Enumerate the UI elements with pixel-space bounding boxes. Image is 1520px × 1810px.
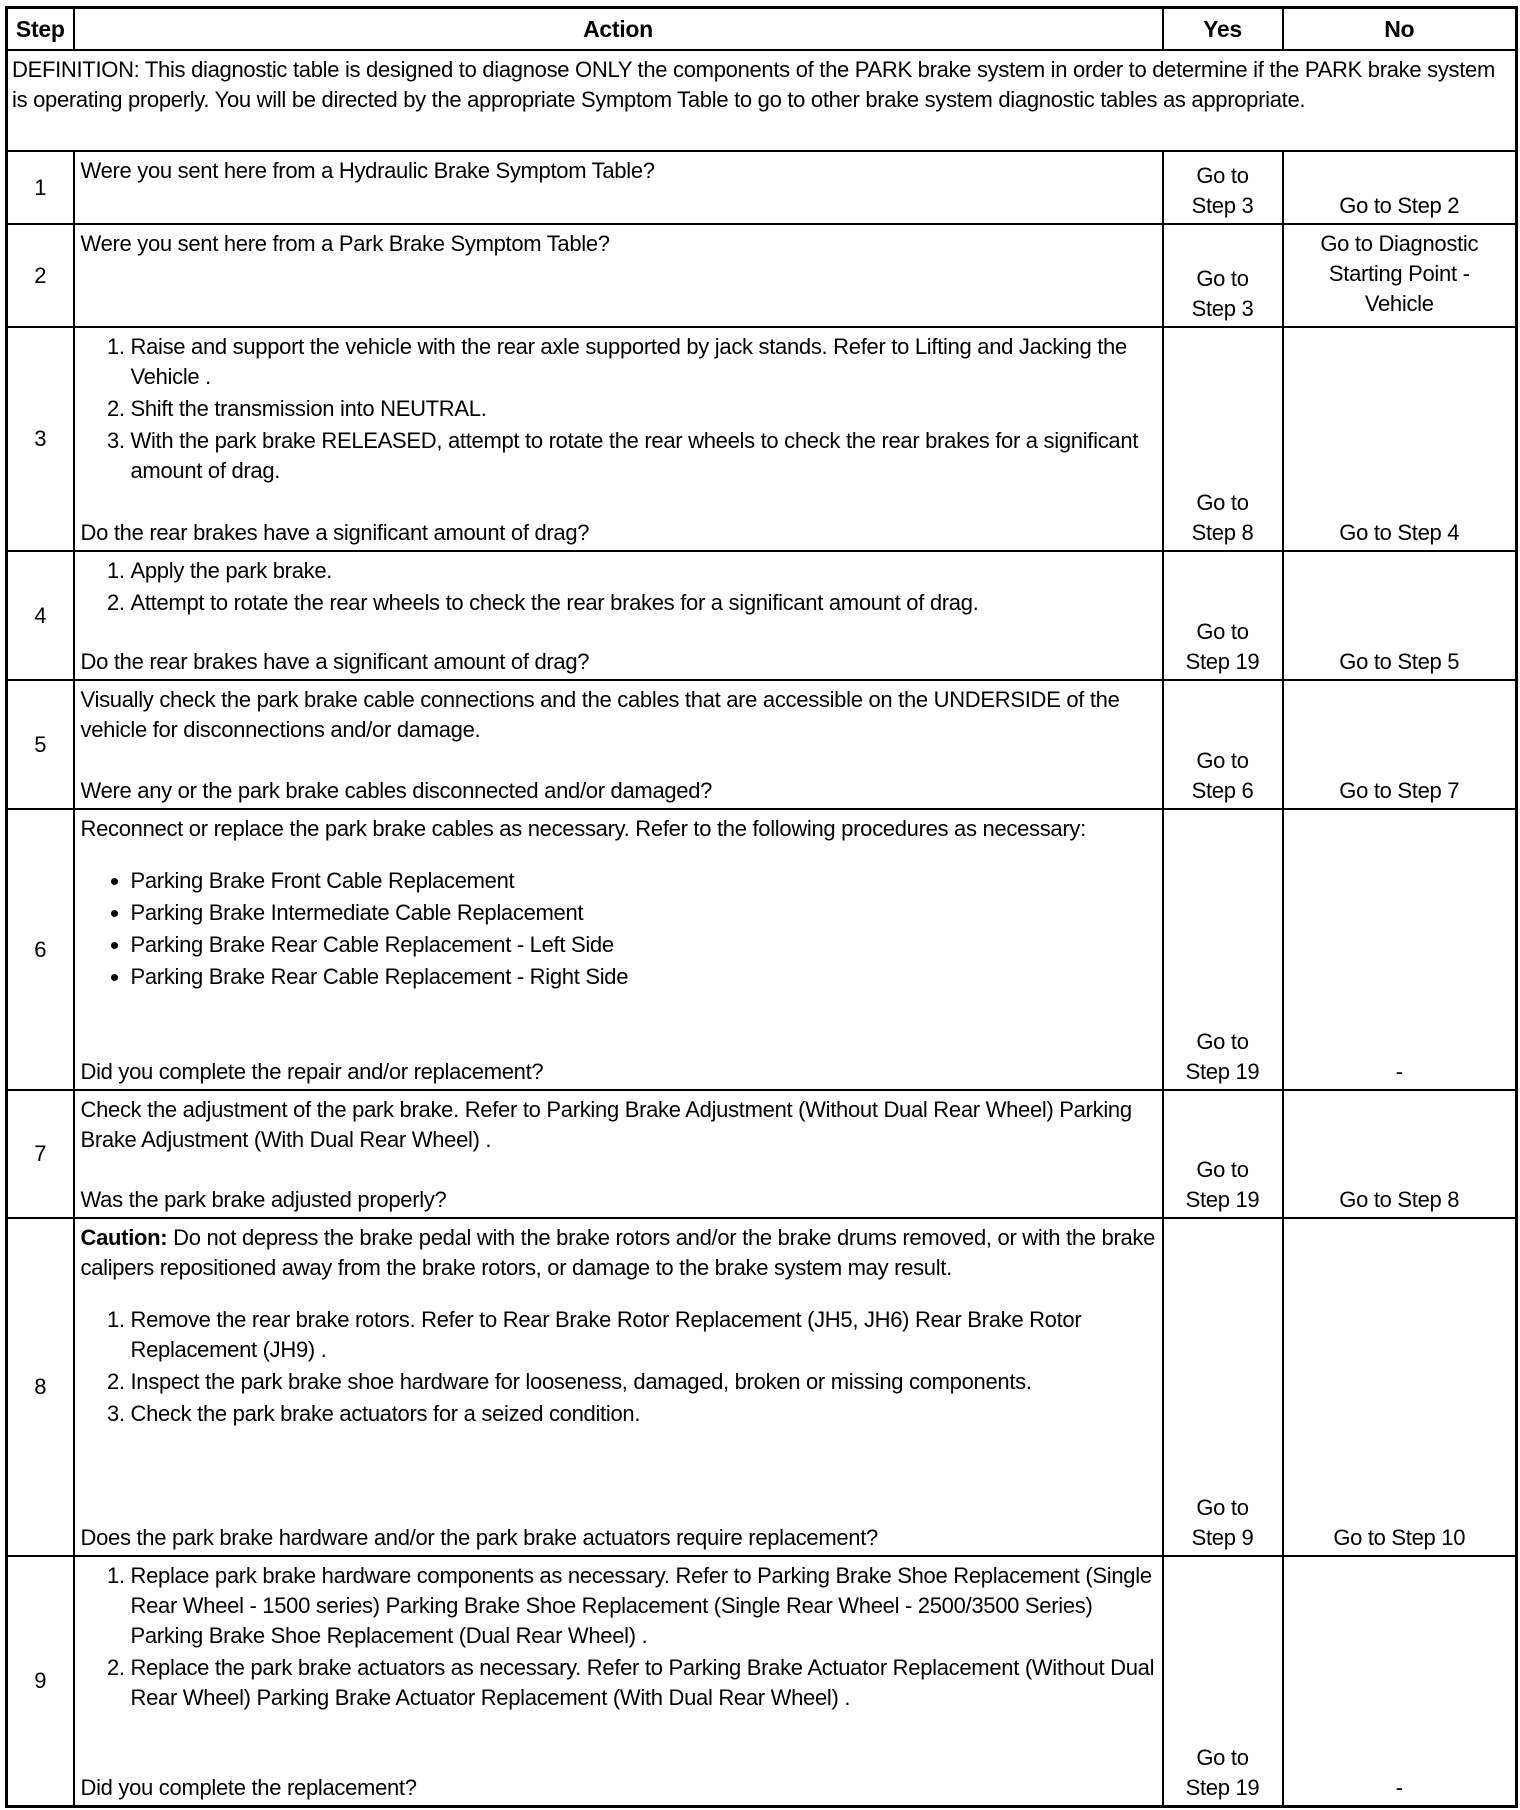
step-number: 5	[7, 680, 74, 809]
no-result: -	[1283, 809, 1517, 1090]
caution-text: Do not depress the brake pedal with the brake rotors and/or the brake drums removed, or with the brake calipers repositioned away from the brake rotors, or damage to the brake system may result.	[80, 1225, 1156, 1280]
action-cell	[74, 680, 1163, 809]
action-question: Were you sent here from a Hydraulic Brake Symptom Table?	[80, 158, 655, 183]
step-number: 6	[7, 809, 74, 1090]
spacer	[81, 844, 1156, 866]
spacer	[81, 1431, 1156, 1453]
action-question: Were any or the park brake cables disconnected and/or damaged?	[80, 778, 713, 803]
caution-note	[81, 1223, 1156, 1283]
action-cell	[74, 1090, 1163, 1218]
action-cell	[74, 809, 1163, 1090]
action-intro: Reconnect or replace the park brake cables as necessary. Refer to the following procedures as necessary:	[80, 816, 1086, 841]
step-list-item: 2. Shift the transmission into NEUTRAL.	[131, 394, 1156, 424]
step-number: 7	[7, 1090, 74, 1218]
action-cell	[74, 1218, 1163, 1556]
header-step: Step	[7, 8, 74, 51]
yes-result: Go to Step 19	[1163, 551, 1283, 680]
spacer	[81, 745, 1156, 767]
action-cell	[74, 1556, 1163, 1806]
step-number: 9	[7, 1556, 74, 1806]
procedure-item: • Parking Brake Front Cable Replacement	[131, 866, 1156, 896]
procedure-item: • Parking Brake Rear Cable Replacement - Left Side	[131, 930, 1156, 960]
definition-row	[7, 50, 1517, 151]
step-list	[81, 1305, 1156, 1429]
definition-text: DEFINITION: This diagnostic table is designed to diagnose ONLY the components of the PARK brake system in order to determine if the PARK brake system is operating properly. You will be directed by the appropriate Symptom Table to go to other brake system diagnostic tables as appropriate.	[7, 50, 1517, 151]
action-question: Was the park brake adjusted properly?	[80, 1187, 447, 1212]
step-list-item: 2. Replace the park brake actuators as necessary. Refer to Parking Brake Actuator Replacement (Without Dual Rear Wheel) Parking Brake Actuator Replacement (With Dual Rear Wheel) .	[131, 1653, 1156, 1713]
diagnostic-table	[5, 6, 1518, 1808]
action-question: Do the rear brakes have a significant amount of drag?	[80, 649, 590, 674]
action-intro: Visually check the park brake cable connections and the cables that are accessible on the UNDERSIDE of the vehicle for disconnections and/or damage.	[80, 687, 1120, 742]
no-result: Go to Step 2	[1283, 151, 1517, 224]
no-result: Go to Step 10	[1283, 1218, 1517, 1556]
yes-result: Go to Step 8	[1163, 327, 1283, 551]
action-cell	[74, 327, 1163, 551]
spacer	[81, 488, 1156, 510]
table-row	[7, 224, 1517, 327]
yes-result: Go to Step 9	[1163, 1218, 1283, 1556]
step-list-item: 3. With the park brake RELEASED, attempt to rotate the rear wheels to check the rear brakes for a significant amount of drag.	[131, 426, 1156, 486]
action-question: Did you complete the repair and/or replacement?	[80, 1059, 544, 1084]
step-list-item: 1. Apply the park brake.	[131, 556, 1156, 586]
step-number: 8	[7, 1218, 74, 1556]
yes-result: Go to Step 6	[1163, 680, 1283, 809]
spacer	[81, 1715, 1156, 1737]
step-list-item: 3. Check the park brake actuators for a seized condition.	[131, 1399, 1156, 1429]
no-result: Go to Step 5	[1283, 551, 1517, 680]
action-intro: Check the adjustment of the park brake. Refer to Parking Brake Adjustment (Without Dual Rear Wheel) Parking Brake Adjustment (With Dual Rear Wheel) .	[80, 1097, 1132, 1152]
spacer	[81, 994, 1156, 1016]
no-result: Go to Diagnostic Starting Point - Vehicle	[1283, 224, 1517, 327]
step-list	[81, 1561, 1156, 1713]
action-question: Did you complete the replacement?	[80, 1774, 417, 1800]
table-row	[7, 1218, 1517, 1556]
spacer	[81, 1283, 1156, 1305]
step-list-item: 1. Raise and support the vehicle with the rear axle supported by jack stands. Refer to Lifting and Jacking the Vehicle .	[131, 332, 1156, 392]
header-action: Action	[74, 8, 1163, 51]
procedure-list	[81, 866, 1156, 992]
spacer	[81, 620, 1156, 642]
step-list	[81, 332, 1156, 486]
yes-result: Go to Step 3	[1163, 151, 1283, 224]
no-result: Go to Step 4	[1283, 327, 1517, 551]
action-question: Were you sent here from a Park Brake Symptom Table?	[80, 231, 610, 256]
step-list-item: 1. Replace park brake hardware components as necessary. Refer to Parking Brake Shoe Replacement (Single Rear Wheel - 1500 series) Parking Brake Shoe Replacement (Single Rear Wheel - 2500/3500 Series) Parking Brake Shoe Replacement (Dual Rear Wheel) .	[131, 1561, 1156, 1651]
action-cell	[74, 224, 1163, 327]
table-row	[7, 151, 1517, 224]
step-number: 2	[7, 224, 74, 327]
table-row	[7, 809, 1517, 1090]
no-result: Go to Step 7	[1283, 680, 1517, 809]
header-no: No	[1283, 8, 1517, 51]
yes-result: Go to Step 19	[1163, 809, 1283, 1090]
spacer	[81, 1155, 1156, 1177]
table-row	[7, 1556, 1517, 1806]
step-number: 3	[7, 327, 74, 551]
header-row	[7, 8, 1517, 51]
step-list	[81, 556, 1156, 618]
action-question: Does the park brake hardware and/or the park brake actuators require replacement?	[80, 1525, 878, 1550]
step-list-item: 2. Inspect the park brake shoe hardware for looseness, damaged, broken or missing components.	[131, 1367, 1156, 1397]
action-cell	[74, 151, 1163, 224]
procedure-item: • Parking Brake Rear Cable Replacement - Right Side	[131, 962, 1156, 992]
caution-label: Caution:	[80, 1225, 168, 1250]
table-row	[7, 680, 1517, 809]
table-row	[7, 327, 1517, 551]
table-row	[7, 551, 1517, 680]
step-number: 4	[7, 551, 74, 680]
no-result: Go to Step 8	[1283, 1090, 1517, 1218]
procedure-item: • Parking Brake Intermediate Cable Replacement	[131, 898, 1156, 928]
yes-result: Go to Step 3	[1163, 224, 1283, 327]
step-list-item: 1. Remove the rear brake rotors. Refer to Rear Brake Rotor Replacement (JH5, JH6) Rear Brake Rotor Replacement (JH9) .	[131, 1305, 1156, 1365]
action-question: Do the rear brakes have a significant amount of drag?	[80, 520, 590, 545]
yes-result: Go to Step 19	[1163, 1090, 1283, 1218]
header-yes: Yes	[1163, 8, 1283, 51]
step-list-item: 2. Attempt to rotate the rear wheels to check the rear brakes for a significant amount of drag.	[131, 588, 1156, 618]
step-number: 1	[7, 151, 74, 224]
no-result: -	[1283, 1556, 1517, 1806]
yes-result: Go to Step 19	[1163, 1556, 1283, 1806]
table-row	[7, 1090, 1517, 1218]
action-cell	[74, 551, 1163, 680]
